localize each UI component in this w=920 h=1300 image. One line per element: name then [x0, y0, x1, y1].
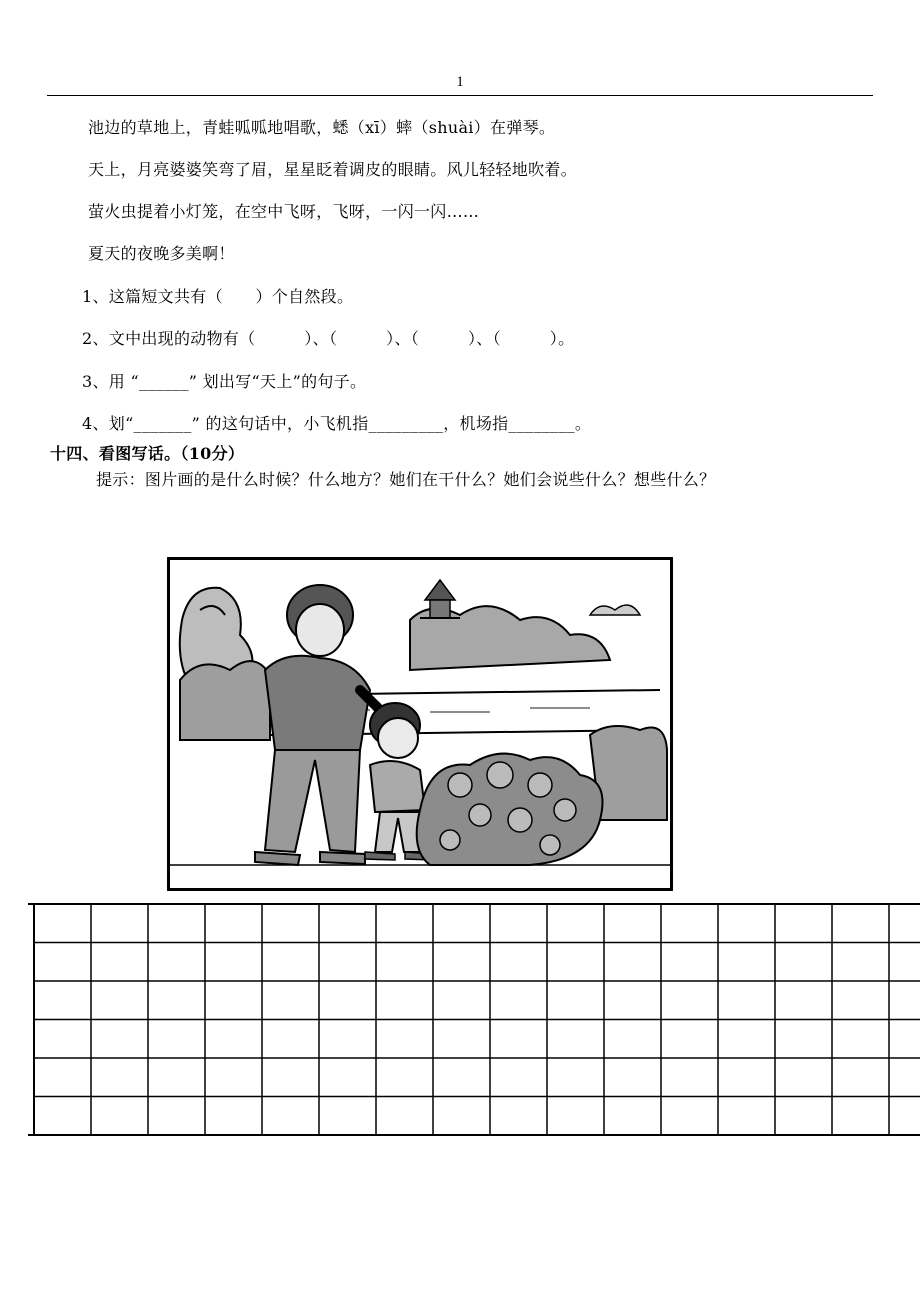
illustration: [167, 557, 673, 891]
question-1: 1、这篇短文共有（ ）个自然段。: [82, 287, 354, 306]
header-rule: [47, 95, 873, 96]
park-scene-drawing: [170, 560, 670, 888]
question-2: 2、文中出现的动物有（ ）、（ ）、（ ）、（ ）。: [82, 329, 575, 348]
question-4: 4、划“_______” 的这句话中，小飞机指_________，机场指________。: [82, 414, 592, 433]
passage-line-1: 池边的草地上，青蛙呱呱地唱歌，蟋（xī）蟀（shuài）在弹琴。: [88, 118, 556, 137]
writing-grid[interactable]: [28, 902, 920, 1142]
writing-grid-lines: [28, 902, 920, 1142]
passage-line-3: 萤火虫提着小灯笼，在空中飞呀，飞呀，一闪一闪……: [88, 202, 480, 221]
section-title: 十四、看图写话。（10分）: [50, 444, 245, 463]
passage-line-2: 天上，月亮婆婆笑弯了眉，星星眨着调皮的眼睛。风儿轻轻地吹着。: [88, 160, 578, 179]
page-number: 1: [456, 74, 464, 90]
question-3: 3、用 “______” 划出写“天上”的句子。: [82, 372, 367, 391]
passage-line-4: 夏天的夜晚多美啊！: [88, 244, 235, 263]
section-hint: 提示：图片画的是什么时候？什么地方？她们在干什么？她们会说些什么？想些什么？: [96, 470, 716, 489]
